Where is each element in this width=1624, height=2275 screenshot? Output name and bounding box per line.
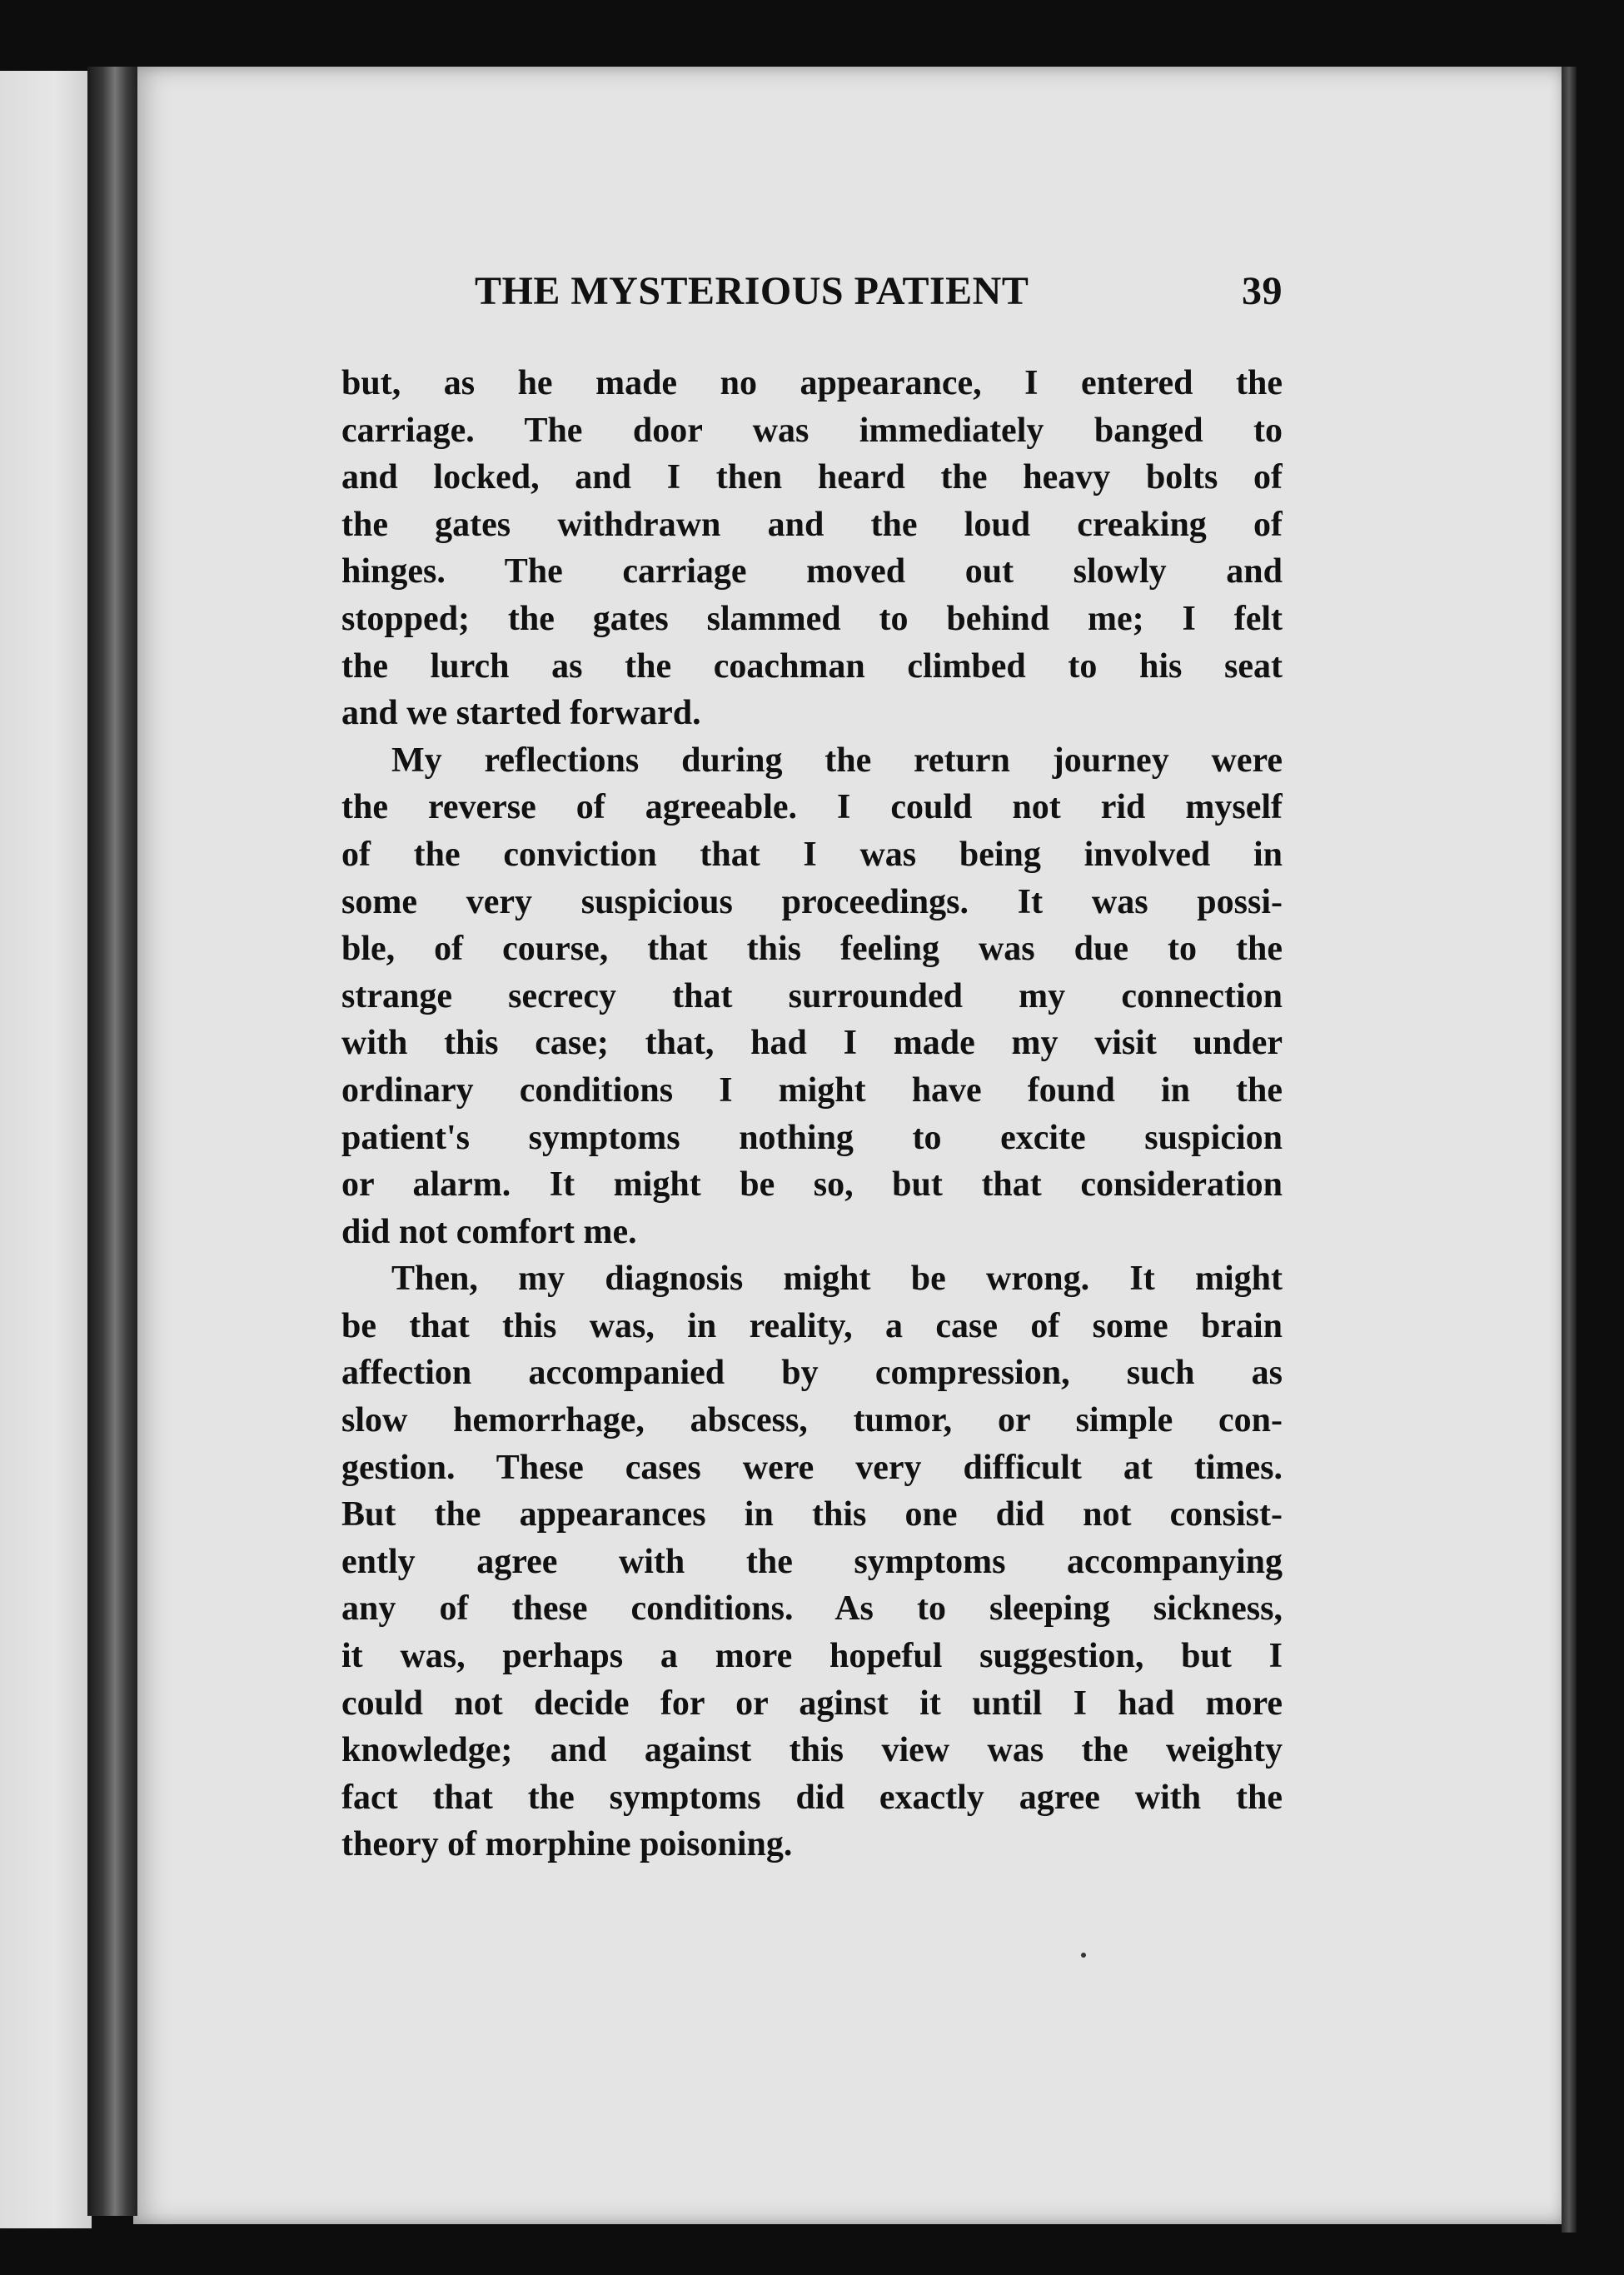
text-line: some very suspicious proceedings. It was possi- (341, 882, 1283, 921)
text-line: fact that the symptoms did exactly agree with the (341, 1778, 1283, 1817)
text-line: stopped; the gates slammed to behind me; I felt (341, 599, 1283, 638)
facing-page-edge (0, 71, 92, 2228)
text-line: it was, perhaps a more hopeful suggestion, but I (341, 1637, 1283, 1676)
book-gutter (87, 67, 137, 2216)
text-line: affection accompanied by compression, such as (341, 1354, 1283, 1393)
text-line: My reflections during the return journey were (391, 741, 1283, 780)
text-line: the lurch as the coachman climbed to his seat (341, 646, 1283, 686)
text-line: with this case; that, had I made my visit under (341, 1024, 1283, 1063)
text-line: but, as he made no appearance, I entered the (341, 364, 1283, 402)
text-line: theory of morphine poisoning. (341, 1825, 793, 1864)
text-line: Then, my diagnosis might be wrong. It might (391, 1260, 1283, 1299)
text-line: patient's symptoms nothing to excite suspicion (341, 1118, 1283, 1157)
text-line: the gates withdrawn and the loud creaking of (341, 505, 1283, 544)
text-line: of the conviction that I was being involved in (341, 835, 1283, 874)
paragraph (341, 360, 1283, 737)
dust-speck (1081, 1953, 1086, 1958)
text-line: or alarm. It might be so, but that consideration (341, 1165, 1283, 1205)
text-line: ordinary conditions I might have found in the (341, 1070, 1283, 1110)
text-line: be that this was, in reality, a case of some brain (341, 1306, 1283, 1345)
text-line: the reverse of agreeable. I could not rid myself (341, 788, 1283, 827)
text-line: hinges. The carriage moved out slowly and (341, 552, 1283, 591)
text-line: did not comfort me. (341, 1212, 637, 1251)
text-line: any of these conditions. As to sleeping sickness, (341, 1589, 1283, 1629)
text-line: strange secrecy that surrounded my connection (341, 976, 1283, 1015)
page-right-edge (1562, 67, 1577, 2233)
text-line: But the appearances in this one did not consist- (341, 1495, 1283, 1534)
text-line: slow hemorrhage, abscess, tumor, or simple con- (341, 1401, 1283, 1440)
text-line: ently agree with the symptoms accompanying (341, 1542, 1283, 1581)
running-header (475, 268, 1283, 318)
body-text (341, 360, 1283, 1868)
text-line: and we started forward. (341, 694, 701, 733)
running-title: THE MYSTERIOUS PATIENT (475, 269, 1029, 313)
text-line: knowledge; and against this view was the weighty (341, 1731, 1283, 1770)
page-number: 39 (1242, 269, 1283, 313)
paragraph (341, 737, 1283, 1256)
text-line: and locked, and I then heard the heavy bolts of (341, 458, 1283, 497)
text-line: gestion. These cases were very difficult at times. (341, 1448, 1283, 1487)
text-line: ble, of course, that this feeling was due to the (341, 930, 1283, 969)
paragraph (341, 1255, 1283, 1868)
text-line: carriage. The door was immediately banged to (341, 411, 1283, 450)
text-line: could not decide for or aginst it until I had more (341, 1684, 1283, 1723)
